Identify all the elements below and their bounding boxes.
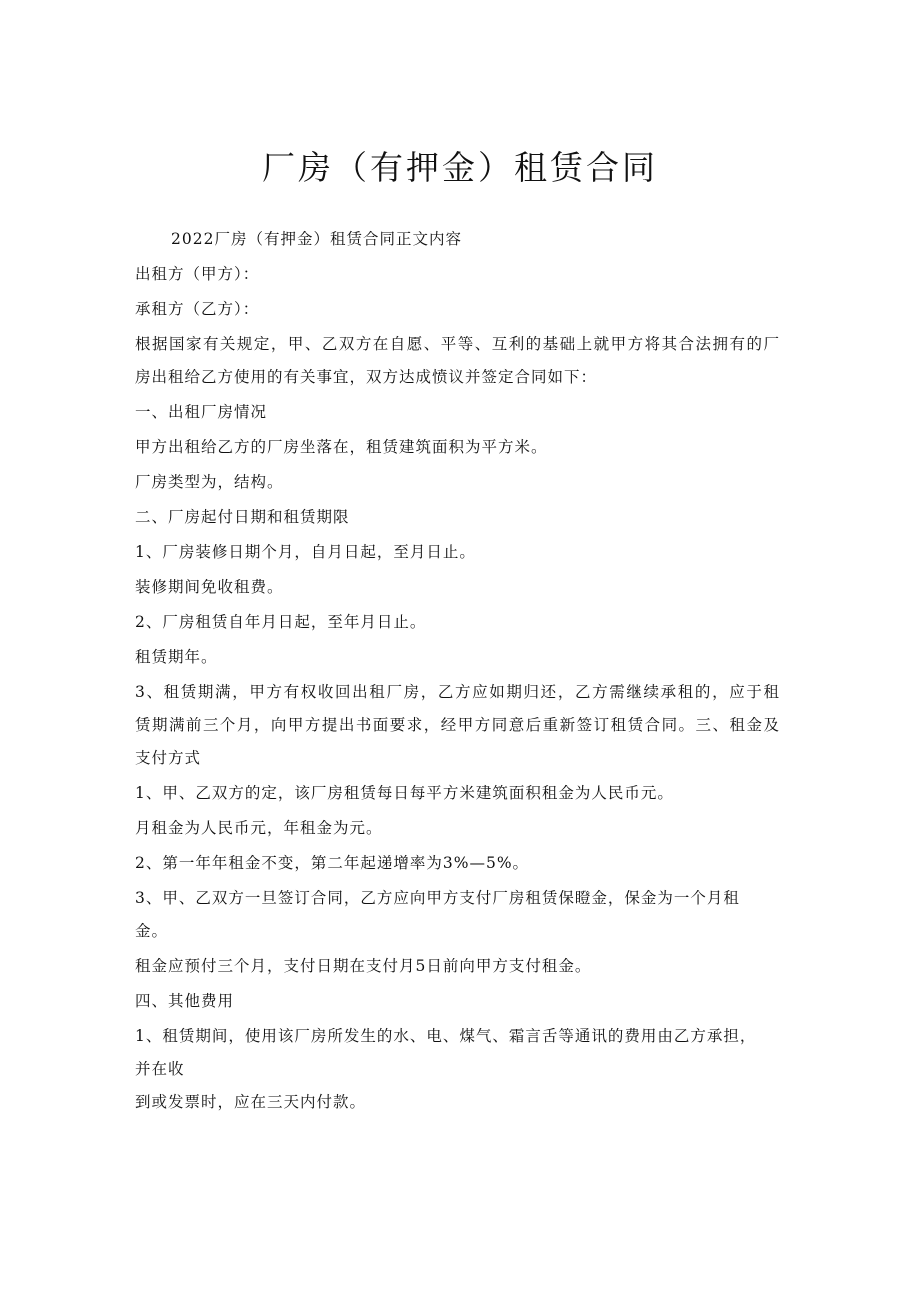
- section-heading-4: 四、其他费用: [135, 992, 235, 1010]
- text-line: 甲方出租给乙方的厂房坐落在，租赁建筑面积为平方米。: [135, 438, 548, 456]
- text-line: 金。: [135, 922, 169, 940]
- document-title: 厂房（有押金）租赁合同: [262, 148, 658, 187]
- party-b-line: 承租方（乙方）：: [135, 300, 260, 318]
- subtitle-line: 2022厂房（有押金）租赁合同正文内容: [171, 230, 462, 248]
- text-line: 2、厂房租赁自年月日起，至年月日止。: [135, 613, 427, 631]
- text-line: 支付方式: [135, 749, 202, 767]
- document-body: [135, 229, 790, 1112]
- text-line: 3、甲、乙双方一旦签订合同，乙方应向甲方支付厂房租赁保瞪金，保金为一个月租: [135, 889, 740, 907]
- text-line: 赁期满前三个月，向甲方提出书面要求，经甲方同意后重新签订租赁合同。三、租金及: [135, 716, 780, 734]
- party-a-line: 出租方（甲方）：: [135, 265, 260, 283]
- text-line: 厂房类型为，结构。: [135, 473, 284, 491]
- text-line: 1、甲、乙双方的定，该厂房租赁每日每平方米建筑面积租金为人民币元。: [135, 784, 674, 802]
- text-line: 1、厂房装修日期个月，自月日起，至月日止。: [135, 543, 476, 561]
- text-line: 1、租赁期间，使用该厂房所发生的水、电、煤气、霜言舌等通讯的费用由乙方承担，: [135, 1027, 757, 1045]
- section-heading-2: 二、厂房起付日期和租赁期限: [135, 508, 350, 526]
- text-line: 并在收: [135, 1060, 185, 1078]
- text-line: 2、第一年年租金不变，第二年起递增率为3%—5%。: [135, 854, 530, 872]
- text-line: 装修期间免收租费。: [135, 578, 284, 596]
- text-line: 租金应预付三个月，支付日期在支付月5日前向甲方支付租金。: [135, 957, 592, 975]
- text-line: 到或发票时，应在三天内付款。: [135, 1093, 367, 1111]
- preamble-line-2: 房出租给乙方使用的有关事宜，双方达成愤议并签定合同如下：: [135, 368, 598, 386]
- section-heading-1: 一、出租厂房情况: [135, 403, 268, 421]
- text-line: 月租金为人民币元，年租金为元。: [135, 819, 383, 837]
- preamble-line-1: 根据国家有关规定，甲、乙双方在自愿、平等、互利的基础上就甲方将其合法拥有的厂: [135, 335, 780, 353]
- text-line: 租赁期年。: [135, 648, 218, 666]
- text-line: 3、租赁期满，甲方有权收回出租厂房，乙方应如期归还，乙方需继续承租的，应于租: [135, 683, 780, 701]
